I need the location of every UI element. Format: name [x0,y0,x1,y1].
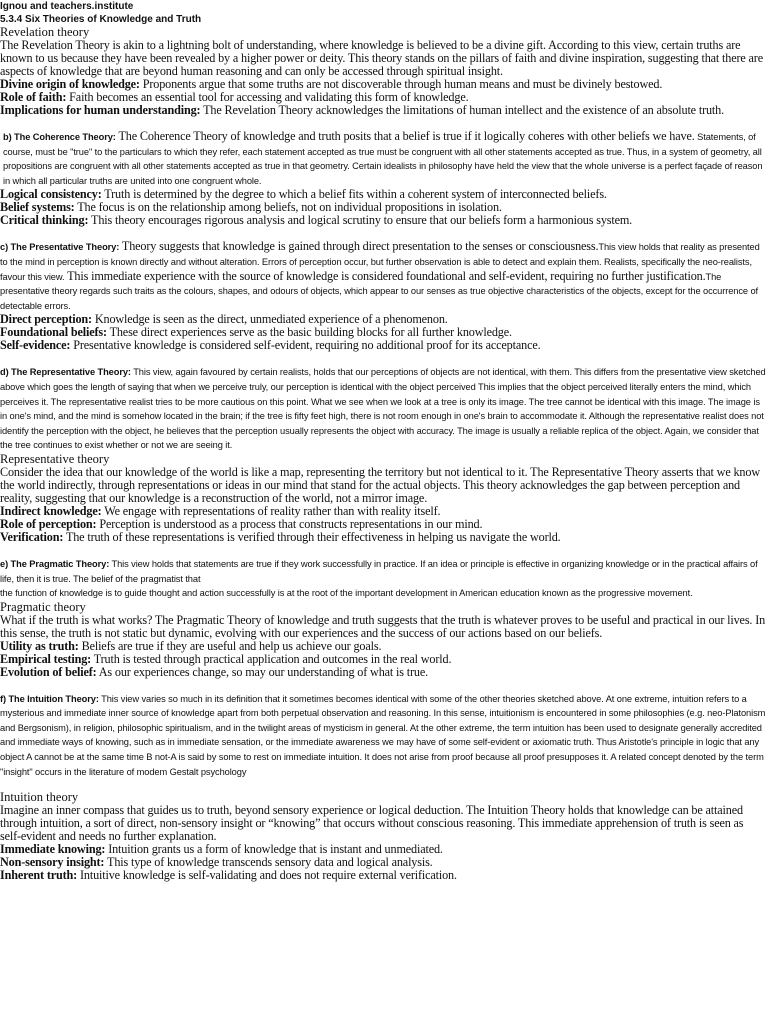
point-text: The Revelation Theory acknowledges the limitations of human intellect and the existence of an absolute truth. [200,103,724,117]
point-text: Intuitive knowledge is self-validating and does not require external verification. [77,868,457,883]
point-label: Evolution of belief: [0,664,97,679]
coherence-point [0,214,766,227]
coherence-section [0,130,766,227]
pragmatic-paragraph [0,557,766,586]
point-label: Direct perception: [0,312,92,327]
point-text: This theory encourages rigorous analysis and logical scrutiny to ensure that our beliefs form a harmonious system. [88,213,633,228]
pragmatic-body1: This view holds that statements are true if they work successfully in practice. If an idea or principle is effective in organizing knowledge or in the practical affairs of life, then it is true. The belief of the pragmatist that [0,558,758,584]
coherence-lead: The Coherence Theory of knowledge and truth posits that a belief is true if it logically coheres with other beliefs we have. [115,129,695,143]
point-text: As our experiences change, so may our understanding of what is true. [96,664,429,679]
point-label: Self-evidence: [0,338,71,353]
coherence-paragraph [0,130,766,188]
intuition-point [0,869,766,882]
point-text: We engage with representations of reality rather than with reality itself. [101,503,441,518]
presentative-section [0,240,766,352]
point-label: Logical consistency: [0,187,102,202]
representative-paragraph [0,365,766,453]
revelation-title: Revelation theory [0,25,90,39]
point-text: Faith becomes an essential tool for accessing and validating this form of knowledge. [66,90,469,104]
point-text: Beliefs are true if they are useful and help us achieve our goals. [78,638,382,653]
point-label: Indirect knowledge: [0,503,102,518]
pragmatic-point [0,666,766,679]
pragmatic-paragraph-cont: the function of knowledge is to guide thought and action successfully is at the root of the important development in American education known as the progressive movement. [0,588,693,599]
intuition-title: Intuition theory [0,790,79,805]
point-text: Knowledge is seen as the direct, unmediated experience of a phenomenon. [91,312,448,327]
point-text: Perception is understood as a process that constructs representations in our mind. [96,516,483,531]
intuition-summary: Imagine an inner compass that guides us to truth, beyond sensory experience or logical deduction. The Intuition Theory holds that knowledge can be attained through intuition, a sort of direct, non-sensory insight or “knowing” that occurs without conscious reasoning. This immediate apprehension of truth is seen as self-evident and needs no further explanation. [0,803,744,844]
point-label: Critical thinking: [0,213,89,228]
revelation-body: The Revelation Theory is akin to a lightning bolt of understanding, where knowledge is believed to be a divine gift. According to this view, certain truths are known to us because they have been revealed by a higher power or deity. This theory stands on the pillars of faith and divine inspiration, suggesting that there are aspects of knowledge that are beyond human reasoning and can only be accessed through spiritual insight. [0,38,763,78]
point-label: Immediate knowing: [0,842,106,857]
intuition-section [0,692,766,883]
point-label: Implications for human understanding: [0,103,201,117]
point-label: Non-sensory insight: [0,855,105,870]
point-label: Verification: [0,529,64,544]
point-label: Belief systems: [0,200,75,215]
representative-section [0,365,766,544]
coherence-label: b) The Coherence Theory: [3,132,116,142]
presentative-lead: Theory suggests that knowledge is gained through direct presentation to the senses or consciousness. [119,239,599,254]
presentative-point [0,339,766,352]
representative-body: This view, again favoured by certain realists, holds that our perceptions of objects are not identical, with them. This differs from the presentative view sketched above which goes the length of saying that when we perceive truly, our perception is identical with the object perceived This implies that the object perceived literally enters the mind, which perceives it. The representative realist tries to be more cautious on this point. What we see when we look at a tree is only its image. The tree cannot be identical with this image. The image is in one's mind, and the mind is somehow located in the brain; if the tree is fifty feet high, there is not room enough in one's brain to accommodate it. Although the representative realist does not identify the perception with the object, he believes that the perception usually represents the object with accuracy. The image is usually a reliable replica of the object. Again, we consider that the tree continues to exist whether or not we are seeing it. [0,367,766,451]
presentative-lead2: This immediate experience with the source of knowledge is considered foundational and self-evident, requiring no further justification. [64,268,706,283]
pragmatic-title: Pragmatic theory [0,599,86,614]
pragmatic-section [0,557,766,679]
presentative-label: c) The Presentative Theory: [0,242,120,253]
point-label: Empirical testing: [0,651,92,666]
pragmatic-label: e) The Pragmatic Theory: [0,558,110,569]
intuition-label: f) The Intuition Theory: [0,693,99,704]
point-label: Foundational beliefs: [0,325,107,340]
point-text: These direct experiences serve as the basic building blocks for all further knowledge. [106,325,512,340]
point-text: Truth is determined by the degree to which a belief fits within a coherent system of interconnected beliefs. [101,187,607,202]
intuition-paragraph [0,692,766,780]
representative-label: d) The Representative Theory: [0,367,131,378]
point-text: Intuition grants us a form of knowledge that is instant and unmediated. [105,842,443,857]
representative-summary: Consider the idea that our knowledge of the world is like a map, representing the territory but not identical to it. The Representative Theory asserts that we know the world indirectly, through representations or ideas in our mind that stand for the actual objects. This theory acknowledges the gap between perception and reality, suggesting that our knowledge is a reconstruction of the world, not a mirror image. [0,464,760,505]
intuition-body: This view varies so much in its definition that it sometimes becomes identical with some of the other theories sketched above. At one extreme, intuition refers to a mysterious and immediate inner source of knowledge apart from both perpetual observation and reasoning. In this sense, intuitionism is encountered in some philosophies (e.g. neo-Platonism and Bergsonism), in religion, philosophic spiritualism, and in the twilight areas of mysticism in general. At the other extreme, the term intuition has been used to designate generally accredited and immediate ways of knowing, such as in immediate sensation, or the immediate awareness we may have of some self-evident or axiomatic truth. Thus Aristotle's principle in logic that any object A cannot be at the same time B not-A is said by some to rest on immediate intuition. It does not arise from proof because all proof presupposes it. A related concept denoted by the term "insight" occurs in the literature of modem Gestalt psychology [0,693,766,777]
point-text: The truth of these representations is verified through their effectiveness in helping us navigate the world. [63,529,561,544]
point-label: Divine origin of knowledge: [0,77,140,91]
point-label: Utility as truth: [0,638,79,653]
point-text: Presentative knowledge is considered self-evident, requiring no additional proof for its acceptance. [70,338,541,353]
point-label: Role of faith: [0,90,67,104]
revelation-section [0,26,766,117]
point-label: Inherent truth: [0,868,78,883]
presentative-body1: This view holds that reality as presented to the mind in perception is known directly and without alteration. Errors of perception occur, but further observation is able to detect and explain them. Realists, specifically the neo-realists, favour this view. [0,242,760,282]
representative-title: Representative theory [0,451,110,466]
point-text: The focus is on the relationship among beliefs, not on individual propositions in isolation. [74,200,502,215]
presentative-paragraph [0,240,766,313]
point-label: Role of perception: [0,516,97,531]
point-text: Truth is tested through practical application and outcomes in the real world. [91,651,452,666]
presentative-body2: The presentative theory regards such traits as the colours, shapes, and odours of objects, which appear to our senses as true objective characteristics of the objects, except for the occurrence of detectable errors. [0,271,759,311]
revelation-point [0,104,766,117]
pragmatic-summary: What if the truth is what works? The Pragmatic Theory of knowledge and truth suggests that the truth is whatever proves to be useful and practical in our lives. In this sense, the truth is not static but dynamic, evolving with our experiences and the success of our actions based on our beliefs. [0,612,766,640]
section-heading: 5.3.4 Six Theories of Knowledge and Truth [0,14,202,25]
point-text: This type of knowledge transcends sensory data and logical analysis. [104,855,433,870]
coherence-body: Statements, of course, must be "true" to the particulars to which they refer, each statement accepted as true must be congruent with all other statements accepted as true. Thus, in a system of geometry, all propositions are congruent with all other statements accepted as true in that geometry. Certain idealists in philosophy have held the view that the whole universe is a perfect façade of reason in which all particular truths are united into one congruent whole. [3,132,763,186]
point-text: Proponents argue that some truths are not discoverable through human means and must be divinely bestowed. [139,77,663,91]
site-header: Ignou and teachers.institute [0,1,134,12]
representative-point [0,531,766,544]
